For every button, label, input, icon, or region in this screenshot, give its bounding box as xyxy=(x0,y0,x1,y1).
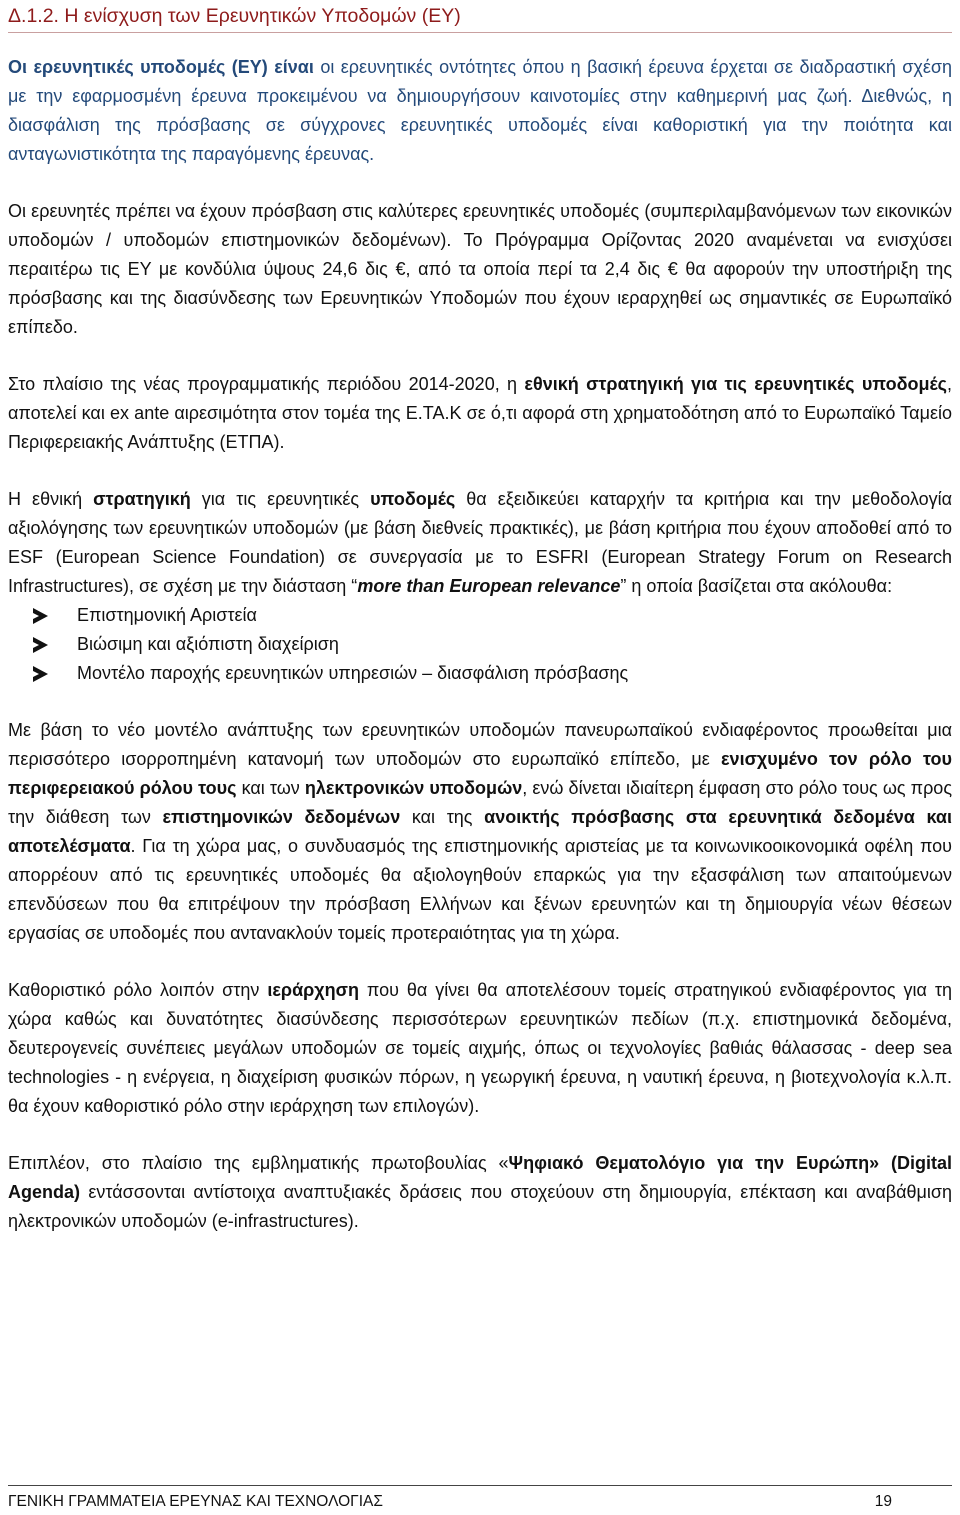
paragraph-prioritization: Καθοριστικό ρόλο λοιπόν στην ιεράρχηση που θα γίνει θα αποτελέσουν τομείς στρατηγικού ενδιαφέροντος για τη χώρα καθώς και δυνατότητες διασύνδεσης περισσότερων ερευνητικών πεδίων (π.χ. επιστημονικά δεδομένα, δευτερογενείς συνέπειες μεγάλων υποδομών σε τομείς αιχμής, όπως οι τεχνολογίες βαθιάς θάλασσας - deep sea technologies - η ενέργεια, η διαχείριση φυσικών πόρων, η γεωργική έρευνα, η ναυτική έρευνα, η βιοτεχνολογία κ.λ.π. θα έχουν καθοριστικό ρόλο στην ιεράρχηση των επιλογών). xyxy=(8,980,952,1116)
footer-organization: ΓΕΝΙΚΗ ΓΡΑΜΜΑΤΕΙΑ ΕΡΕΥΝΑΣ ΚΑΙ ΤΕΧΝΟΛΟΓΙΑΣ xyxy=(8,1493,383,1510)
page-footer xyxy=(8,1485,952,1512)
arrowhead-bullet-icon xyxy=(33,666,48,682)
document-body xyxy=(8,53,952,1236)
emphasis-national-strategy: εθνική στρατηγική για τις ερευνητικές υποδομές xyxy=(524,374,947,394)
intro-lead: Οι ερευνητικές υποδομές (ΕΥ) είναι xyxy=(8,57,314,77)
arrowhead-bullet-icon xyxy=(33,608,48,624)
emphasis-european-relevance: more than European relevance xyxy=(357,576,621,596)
section-heading: Δ.1.2. Η ενίσχυση των Ερευνητικών Υποδομών (ΕΥ) xyxy=(8,4,952,33)
paragraph-digital-agenda: Επιπλέον, στο πλαίσιο της εμβληματικής πρωτοβουλίας «Ψηφιακό Θεματολόγιο για την Ευρώπη» (Digital Agenda) εντάσσονται αντίστοιχα αναπτυξιακές δράσεις που στοχεύουν στη δημιουργία, επέκταση και αναβάθμιση ηλεκτρονικών υποδομών (e-infrastructures). xyxy=(8,1153,953,1231)
paragraph-national-strategy: Η εθνική στρατηγική για τις ερευνητικές υποδομές θα εξειδικεύει καταρχήν τα κριτήρια και την μεθοδολογία αξιολόγησης των ερευνητικών υποδομών (με βάση διεθνείς πρακτικές), με βάση κριτήρια που έχουν αποδοθεί από το ESF (European Science Foundation) σε συνεργασία με το ESFRI (European Strategy Forum on Research Infrastructures), σε σχέση με την διάσταση “more than European relevance” η οποία βασίζεται στα ακόλουθα: xyxy=(8,489,952,596)
paragraph-development-model: Με βάση το νέο μοντέλο ανάπτυξης των ερευνητικών υποδομών πανευρωπαϊκού ενδιαφέροντος προωθείται μια περισσότερο ισορροπημένη κατανομή των υποδομών στο ευρωπαϊκό επίπεδο, με ενισχυμένο τον ρόλο του περιφερειακού ρόλου τους και των ηλεκτρονικών υποδομών, ενώ δίνεται ιδιαίτερη έμφαση στο ρόλο τους ως προς την διάθεση των επιστημονικών δεδομένων και της ανοικτής πρόσβασης στα ερευνητικά δεδομένα και αποτελέσματα. Για τη χώρα μας, ο συνδυασμός της επιστημονικής αριστείας με τα κοινωνικοοικονομικά οφέλη που απορρέουν από τις ερευνητικές υποδομές θα αξιολογηθούν επαρκώς για την εξασφάλιση των απαιτούμενων επενδύσεων που θα επιτρέψουν την πρόσβαση Ελλήνων και ξένων ερευνητών και τη δημιουργία νέων θέσεων εργασίας σε υποδομές που αντανακλούν τομείς προτεραιότητας για τη χώρα. xyxy=(8,720,952,943)
list-item: Επιστημονική Αριστεία xyxy=(33,601,952,630)
paragraph-programming-period: Στο πλαίσιο της νέας προγραμματικής περιόδου 2014-2020, η εθνική στρατηγική για τις ερευνητικές υποδομές, αποτελεί και ex ante αιρεσιμότητα στον τομέα της Ε.ΤΑ.Κ σε ό,τι αφορά στη χρηματοδότηση από το Ευρωπαϊκό Ταμείο Περιφερειακής Ανάπτυξης (ΕΤΠΑ). xyxy=(8,374,953,452)
list-item: Μοντέλο παροχής ερευνητικών υπηρεσιών – διασφάλιση πρόσβασης xyxy=(33,659,952,688)
paragraph-intro xyxy=(8,53,952,169)
page-number: 19 xyxy=(874,1493,892,1510)
intro-text: οι ερευνητικές οντότητες όπου η βασική έρευνα έρχεται σε διαδραστική σχέση με την εφαρμοσμένη έρευνα προκειμένου να δημιουργήσουν καινοτομίες στην καθημερινή μας ζωή. Διεθνώς, η διασφάλιση της πρόσβασης σε σύγχρονες ερευνητικές υποδομές είναι καθοριστική για την ποιότητα και ανταγωνιστικότητα της παραγόμενης έρευνας. xyxy=(8,57,952,164)
list-item: Βιώσιμη και αξιόπιστη διαχείριση xyxy=(33,630,952,659)
paragraph-access: Οι ερευνητές πρέπει να έχουν πρόσβαση στις καλύτερες ερευνητικές υποδομές (συμπεριλαμβανόμενων των εικονικών υποδομών / υποδομών επιστημονικών δεδομένων). Το Πρόγραμμα Ορίζοντας 2020 αναμένεται να ενισχύσει περαιτέρω τις ΕΥ με κονδύλια ύψους 24,6 δις €, από τα οποία περί τα 2,4 δις € θα αφορούν την υποστήριξη της πρόσβασης και της διασύνδεσης των Ερευνητικών Υποδομών που έχουν ιεραρχηθεί ως σημαντικές σε Ευρωπαϊκό επίπεδο. xyxy=(8,201,952,337)
emphasis-digital-agenda: Ψηφιακό Θεματολόγιο για την Ευρώπη» (Digital Agenda) xyxy=(8,1153,953,1202)
criteria-list xyxy=(8,601,952,688)
arrowhead-bullet-icon xyxy=(33,637,48,653)
